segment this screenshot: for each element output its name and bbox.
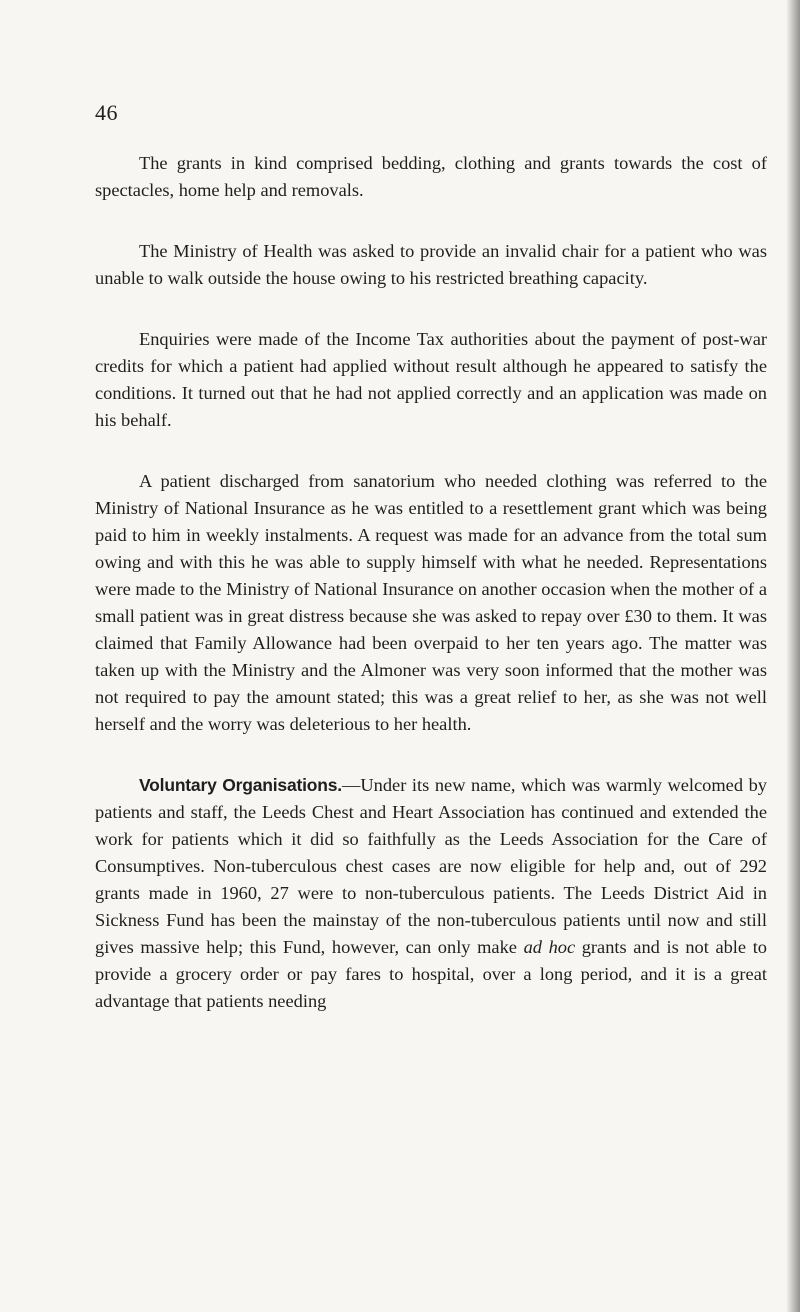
document-body	[95, 150, 767, 1015]
paragraph-national-insurance: A patient discharged from sanatorium who needed clothing was referred to the Ministry of National Insurance as he was entitled to a resettlement grant which was being paid to him in weekly instalments. A request was made for an advance from the total sum owing and with this he was able to supply himself with what he needed. Representations were made to the Ministry of National Insurance on another occasion when the mother of a small patient was in great distress because she was asked to repay over £30 to them. It was claimed that Family Allowance had been overpaid to her ten years ago. The matter was taken up with the Ministry and the Almoner was very soon informed that the mother was not required to pay the amount stated; this was a great relief to her, as she was not well herself and the worry was deleterious to her health.	[95, 471, 767, 734]
paragraph-invalid-chair: The Ministry of Health was asked to provide an invalid chair for a patient who was unable to walk outside the house owing to his restricted breathing capacity.	[95, 241, 767, 288]
paragraph-grants-in-kind: The grants in kind comprised bedding, clothing and grants towards the cost of spectacles, home help and removals.	[95, 153, 767, 200]
voluntary-text-part-1: —Under its new name, which was warmly welcomed by patients and staff, the Leeds Chest and Heart Association has continued and extended the work for patients which it did so faithfully as the Leeds Association for the Care of Consumptives. Non-tuberculous chest cases are now eligible for help and, out of 292 grants made in 1960, 27 were to non-tuberculous patients. The Leeds District Aid in Sickness Fund has been the mainstay of the non-tuberculous patients until now and still gives massive help; this Fund, however, can only make	[95, 775, 767, 957]
voluntary-italic-phrase: ad hoc	[523, 937, 576, 957]
page-number: 46	[95, 100, 118, 125]
page-edge-shadow	[786, 0, 800, 1312]
paragraph-income-tax: Enquiries were made of the Income Tax authorities about the payment of post-war credits for which a patient had applied without result although he appeared to satisfy the conditions. It turned out that he had not applied correctly and an application was made on his behalf.	[95, 329, 767, 430]
voluntary-text-part-2: grants and is not able to provide a grocery order or pay fares to hospital, over a long period, and it is a great advantage that patients needing	[95, 937, 767, 1011]
paragraph-voluntary-organisations	[95, 772, 767, 1015]
section-heading: Voluntary Organisations.	[139, 775, 342, 795]
